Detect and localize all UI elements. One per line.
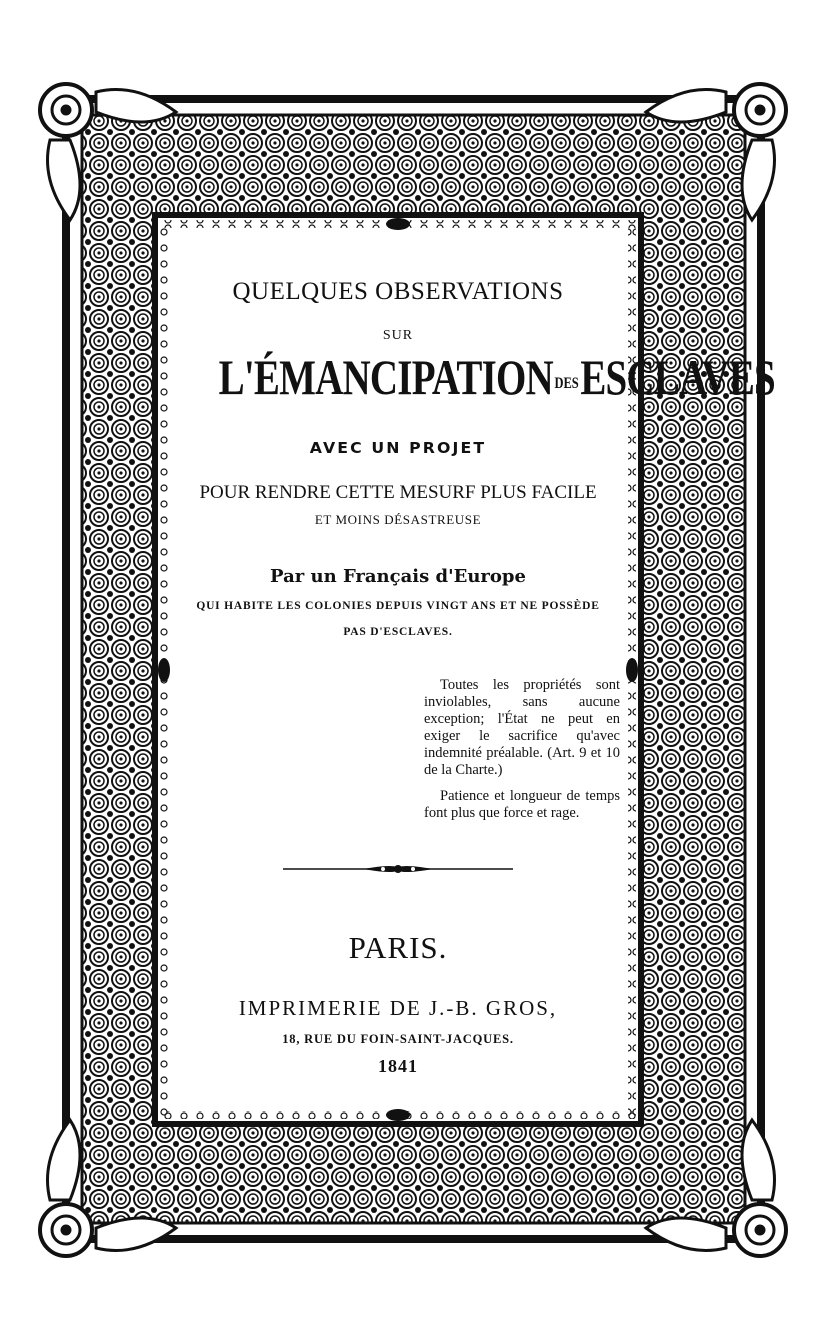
epigraph-quote-1: Toutes les propriétés sont inviolables, sans aucune exception; l'État ne peut en exiger le sacrifice qu'avec indemnité préalable. (Art. 9 et 10 de la Charte.)	[424, 677, 620, 778]
title-line-1: QUELQUES OBSERVATIONS	[232, 278, 564, 305]
title-page-content	[168, 230, 775, 1110]
author-description-2: PAS D'ESCLAVES.	[343, 626, 453, 638]
author-description-1: QUI HABITE LES COLONIES DEPUIS VINGT ANS ET NE POSSÈDE	[196, 600, 600, 612]
imprint-year: 1841	[378, 1056, 418, 1076]
imprint-printer: IMPRIMERIE DE J.-B. GROS,	[238, 996, 558, 1020]
main-title-des: DES	[554, 375, 579, 392]
subtitle-2: POUR RENDRE CETTE MESURF PLUS FACILE	[199, 482, 597, 503]
imprint-address: 18, RUE DU FOIN-SAINT-JACQUES.	[282, 1032, 514, 1046]
imprint-city: PARIS.	[348, 930, 448, 965]
epigraph-quote-2: Patience et longueur de temps font plus que force et rage.	[424, 788, 620, 821]
subtitle-3: ET MOINS DÉSASTREUSE	[314, 512, 482, 527]
epigraph	[424, 677, 620, 831]
main-title-part-a: L'ÉMANCIPATION	[218, 349, 553, 405]
title-line-2: SUR	[382, 328, 414, 343]
fleuron-divider	[283, 862, 513, 876]
main-title	[218, 348, 775, 406]
subtitle-1: AVEC UN PROJET	[309, 439, 487, 457]
main-title-part-b: ESCLAVES	[580, 349, 775, 405]
author-line: Par un Français d'Europe	[270, 566, 526, 587]
